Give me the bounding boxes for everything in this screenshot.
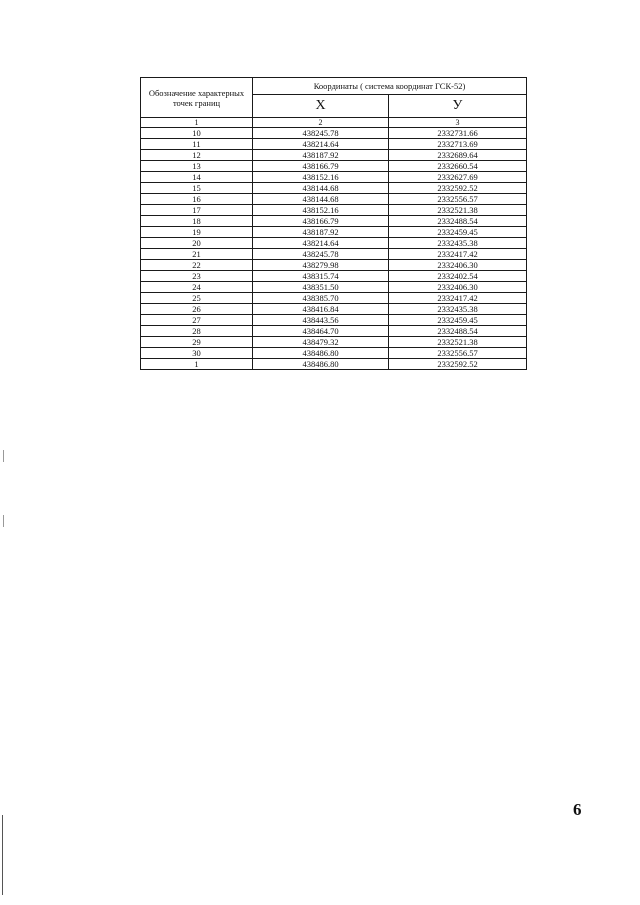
coordinates-table xyxy=(140,77,527,370)
point-number-cell: 30 xyxy=(141,348,253,359)
y-coordinate-cell: 2332488.54 xyxy=(389,216,527,227)
table-row xyxy=(141,194,527,205)
column-number: 1 xyxy=(141,118,253,128)
table-row xyxy=(141,172,527,183)
point-number-cell: 22 xyxy=(141,260,253,271)
x-coordinate-cell: 438214.64 xyxy=(253,238,389,249)
point-number-cell: 29 xyxy=(141,337,253,348)
y-coordinate-cell: 2332406.30 xyxy=(389,282,527,293)
table-row xyxy=(141,348,527,359)
table-row xyxy=(141,150,527,161)
point-number-cell: 17 xyxy=(141,205,253,216)
y-coordinate-cell: 2332459.45 xyxy=(389,315,527,326)
table-row xyxy=(141,359,527,370)
y-coordinate-cell: 2332521.38 xyxy=(389,337,527,348)
y-coordinate-cell: 2332435.38 xyxy=(389,304,527,315)
table-row xyxy=(141,260,527,271)
table-row xyxy=(141,139,527,150)
point-number-cell: 20 xyxy=(141,238,253,249)
x-column-header: X xyxy=(253,95,389,118)
point-number-cell: 25 xyxy=(141,293,253,304)
table-row xyxy=(141,161,527,172)
point-designation-header: Обозначение характерных точек границ xyxy=(141,78,253,118)
y-coordinate-cell: 2332713.69 xyxy=(389,139,527,150)
point-number-cell: 24 xyxy=(141,282,253,293)
table-row xyxy=(141,282,527,293)
table-row xyxy=(141,271,527,282)
x-coordinate-cell: 438416.84 xyxy=(253,304,389,315)
scan-artifact xyxy=(2,815,3,895)
y-coordinate-cell: 2332556.57 xyxy=(389,194,527,205)
table-row xyxy=(141,128,527,139)
point-number-cell: 13 xyxy=(141,161,253,172)
x-coordinate-cell: 438486.80 xyxy=(253,359,389,370)
scan-artifact xyxy=(3,515,4,527)
x-coordinate-cell: 438245.78 xyxy=(253,249,389,260)
y-coordinate-cell: 2332406.30 xyxy=(389,260,527,271)
table-row xyxy=(141,216,527,227)
x-coordinate-cell: 438187.92 xyxy=(253,150,389,161)
x-coordinate-cell: 438385.70 xyxy=(253,293,389,304)
point-number-cell: 19 xyxy=(141,227,253,238)
point-number-cell: 10 xyxy=(141,128,253,139)
x-coordinate-cell: 438245.78 xyxy=(253,128,389,139)
y-coordinate-cell: 2332556.57 xyxy=(389,348,527,359)
table-row xyxy=(141,249,527,260)
y-coordinate-cell: 2332435.38 xyxy=(389,238,527,249)
point-number-cell: 15 xyxy=(141,183,253,194)
y-coordinate-cell: 2332592.52 xyxy=(389,359,527,370)
point-number-cell: 26 xyxy=(141,304,253,315)
table-row xyxy=(141,304,527,315)
y-coordinate-cell: 2332627.69 xyxy=(389,172,527,183)
point-number-cell: 18 xyxy=(141,216,253,227)
column-number: 3 xyxy=(389,118,527,128)
table-row xyxy=(141,238,527,249)
x-coordinate-cell: 438443.56 xyxy=(253,315,389,326)
x-coordinate-cell: 438464.70 xyxy=(253,326,389,337)
point-number-cell: 28 xyxy=(141,326,253,337)
x-coordinate-cell: 438279.98 xyxy=(253,260,389,271)
x-coordinate-cell: 438166.79 xyxy=(253,216,389,227)
x-coordinate-cell: 438144.68 xyxy=(253,183,389,194)
x-coordinate-cell: 438144.68 xyxy=(253,194,389,205)
point-number-cell: 12 xyxy=(141,150,253,161)
x-coordinate-cell: 438152.16 xyxy=(253,172,389,183)
y-coordinate-cell: 2332459.45 xyxy=(389,227,527,238)
x-coordinate-cell: 438166.79 xyxy=(253,161,389,172)
y-coordinate-cell: 2332521.38 xyxy=(389,205,527,216)
table-row xyxy=(141,205,527,216)
column-number-row xyxy=(141,118,527,128)
x-coordinate-cell: 438486.80 xyxy=(253,348,389,359)
column-number: 2 xyxy=(253,118,389,128)
y-coordinate-cell: 2332402.54 xyxy=(389,271,527,282)
y-column-header: У xyxy=(389,95,527,118)
y-coordinate-cell: 2332417.42 xyxy=(389,249,527,260)
x-coordinate-cell: 438187.92 xyxy=(253,227,389,238)
point-number-cell: 16 xyxy=(141,194,253,205)
y-coordinate-cell: 2332417.42 xyxy=(389,293,527,304)
table-row xyxy=(141,183,527,194)
y-coordinate-cell: 2332689.64 xyxy=(389,150,527,161)
point-number-cell: 27 xyxy=(141,315,253,326)
page-number: 6 xyxy=(573,800,582,819)
point-number-cell: 23 xyxy=(141,271,253,282)
x-coordinate-cell: 438315.74 xyxy=(253,271,389,282)
point-number-cell: 21 xyxy=(141,249,253,260)
table-row xyxy=(141,227,527,238)
table-row xyxy=(141,293,527,304)
x-coordinate-cell: 438214.64 xyxy=(253,139,389,150)
table-row xyxy=(141,337,527,348)
x-coordinate-cell: 438479.32 xyxy=(253,337,389,348)
table-row xyxy=(141,326,527,337)
point-number-cell: 14 xyxy=(141,172,253,183)
point-number-cell: 1 xyxy=(141,359,253,370)
table-row xyxy=(141,315,527,326)
y-coordinate-cell: 2332488.54 xyxy=(389,326,527,337)
scan-artifact xyxy=(3,450,4,462)
y-coordinate-cell: 2332592.52 xyxy=(389,183,527,194)
coordinates-group-header: Координаты ( система координат ГСК-52) xyxy=(253,78,527,95)
x-coordinate-cell: 438351.50 xyxy=(253,282,389,293)
y-coordinate-cell: 2332731.66 xyxy=(389,128,527,139)
y-coordinate-cell: 2332660.54 xyxy=(389,161,527,172)
point-number-cell: 11 xyxy=(141,139,253,150)
coordinates-table-body xyxy=(141,128,527,370)
x-coordinate-cell: 438152.16 xyxy=(253,205,389,216)
